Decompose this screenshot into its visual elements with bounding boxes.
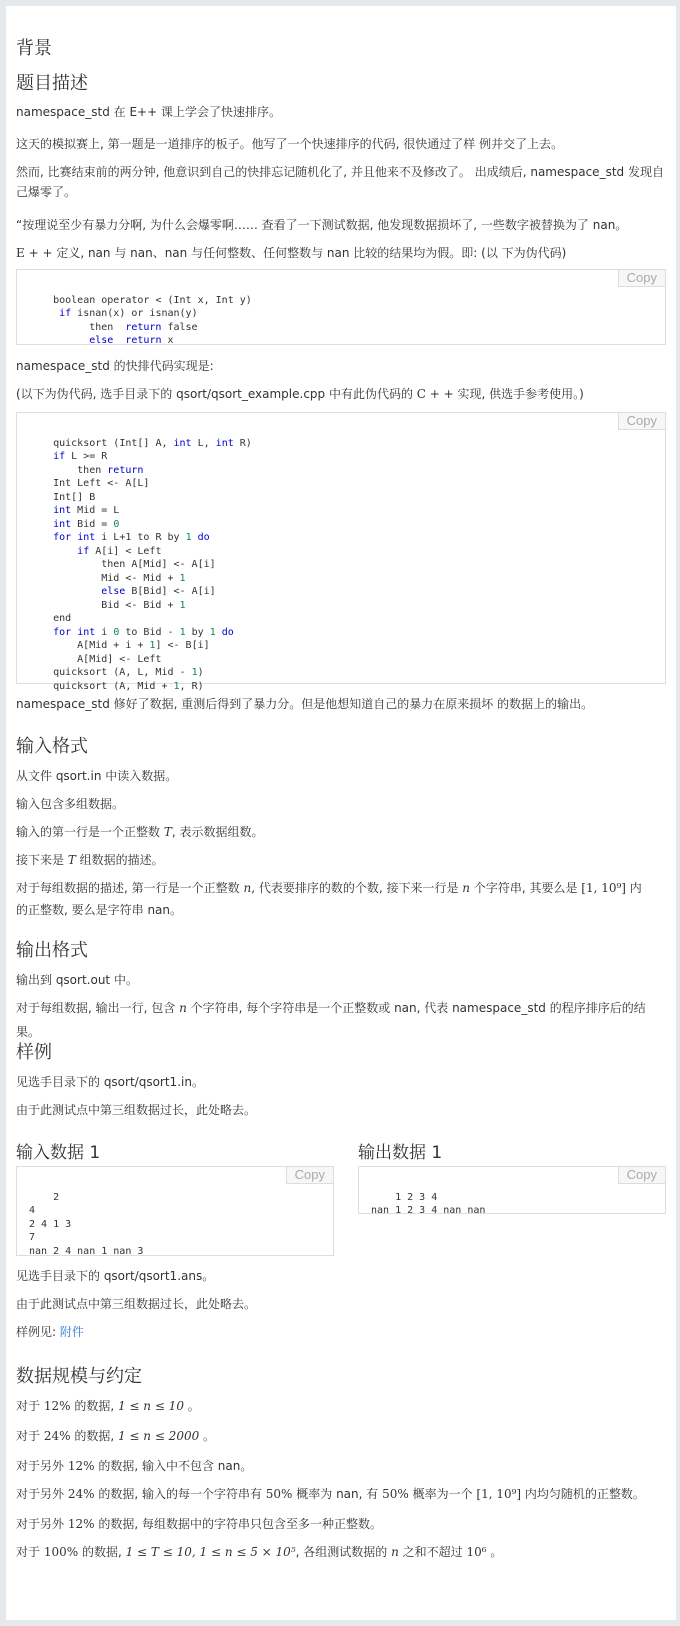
sample-output-title: 输出数据 1 [358, 1143, 443, 1163]
desc-paragraph-3a: 然而, 比赛结束前的两分钟, 他意识到自己的快排忘记随机化了, 并且他来不及修改了。 出成绩后, namespace_std 发现自 [16, 165, 664, 179]
sample-paragraph-1: 见选手目录下的 qsort/qsort1.in。 [16, 1075, 204, 1089]
section-background-title: 背景 [16, 38, 52, 59]
sample-input-line: 7 [29, 1232, 36, 1243]
sample-input-line: nan 2 4 nan 1 nan 3 [29, 1245, 144, 1257]
input-paragraph-4: 接下来是 T 组数据的描述。 [16, 853, 164, 867]
input-paragraph-3: 输入的第一行是一个正整数 T, 表示数据组数。 [16, 825, 264, 839]
output-paragraph-1: 输出到 qsort.out 中。 [16, 973, 138, 987]
sample-input-line: 2 [53, 1191, 60, 1203]
constraint-6: 对于 100% 的数据, 1 ≤ T ≤ 10, 1 ≤ n ≤ 5 × 10⁵, 各组测试数据的 n 之和不超过 10⁶ 。 [16, 1545, 503, 1559]
constraint-5: 对于另外 12% 的数据, 每组数据中的字符串只包含至多一种正整数。 [16, 1517, 382, 1531]
code-block-quicksort: Copy quicksort (Int[] A, int L, int R) if L >= R then return Int Left <- A[L] Int[] B int Mid = L int Bid = 0 for int i L+1 to R by 1 do if A[i] < Left then A[Mid] <- A[i] Mid <- Mid + 1 else B[Bid] <- A[i] Bid <- Bid + 1 end for int i 0 to Bid - 1 by 1 do A[Mid + i + 1] <- B[i] A[Mid] <- Left quicksort (A, L, Mid - 1) quicksort (A, Mid + 1, R) [16, 412, 666, 684]
desc-paragraph-8: namespace_std 修好了数据, 重测后得到了暴力分。但是他想知道自己的暴力在原来损坏 的数据上的输出。 [16, 697, 594, 711]
section-description-title: 题目描述 [16, 73, 88, 94]
section-constraints-title: 数据规模与约定 [16, 1366, 142, 1387]
sample-paragraph-4: 由于此测试点中第三组数据过长，此处略去。 [16, 1297, 257, 1311]
problem-card [6, 6, 676, 1620]
sample-paragraph-3: 见选手目录下的 qsort/qsort1.ans。 [16, 1269, 215, 1283]
math-epp: E + + [16, 246, 53, 260]
sample-paragraph-5: 样例见: 附件 [16, 1325, 84, 1339]
input-paragraph-2: 输入包含多组数据。 [16, 797, 125, 811]
sample-paragraph-2: 由于此测试点中第三组数据过长，此处略去。 [16, 1103, 257, 1117]
constraint-4: 对于另外 24% 的数据, 输入的每一个字符串有 50% 概率为 nan, 有 50% 概率为一个 [1, 10⁹] 内均匀随机的正整数。 [16, 1487, 645, 1501]
code-block-operator: Copy boolean operator < (Int x, Int y) if isnan(x) or isnan(y) then return false else return x [16, 269, 666, 345]
input-paragraph-1: 从文件 qsort.in 中读入数据。 [16, 769, 178, 783]
desc-paragraph-4: “按理说至少有暴力分啊, 为什么会爆零啊…… 查看了一下测试数据, 他发现数据损坏了, 一些数字被替换为了 nan。 [16, 218, 628, 232]
attachment-link[interactable]: 附件 [59, 1325, 84, 1339]
sample-input-line: 4 [29, 1205, 36, 1216]
section-output-title: 输出格式 [16, 940, 88, 961]
sample-input-box [16, 1166, 334, 1256]
sample-output-line: nan 1 2 3 4 nan nan [371, 1205, 486, 1216]
constraint-2: 对于 24% 的数据, 1 ≤ n ≤ 2000 。 [16, 1429, 216, 1443]
section-input-title: 输入格式 [16, 736, 88, 757]
sample-output-box [358, 1166, 666, 1214]
desc-paragraph-6: namespace_std 的快排代码实现是: [16, 359, 214, 373]
copy-button[interactable]: Copy [618, 413, 665, 430]
input-paragraph-5: 对于每组数据的描述, 第一行是一个正整数 n, 代表要排序的数的个数, 接下来一行是 n 个字符串, 其要么是 [1, 10⁹] 内 [16, 881, 642, 895]
desc-paragraph-2: 这天的模拟赛上, 第一题是一道排序的板子。他写了一个快速排序的代码, 很快通过了样 例并交了上去。 [16, 137, 564, 151]
sample-output-line: 1 2 3 4 [395, 1191, 438, 1203]
copy-button[interactable]: Copy [618, 1167, 665, 1184]
sample-input-line: 2 4 1 3 [29, 1218, 72, 1230]
constraint-1: 对于 12% 的数据, 1 ≤ n ≤ 10 。 [16, 1399, 200, 1413]
output-paragraph-2: 对于每组数据, 输出一行, 包含 n 个字符串, 每个字符串是一个正整数或 nan, 代表 namespace_std 的程序排序后的结果。 [16, 1001, 646, 1039]
copy-button[interactable]: Copy [618, 270, 665, 287]
section-sample-title: 样例 [16, 1042, 52, 1063]
copy-button[interactable]: Copy [286, 1167, 333, 1184]
desc-paragraph-3b: 己爆零了。 [16, 185, 77, 199]
sample-input-title: 输入数据 1 [16, 1143, 101, 1163]
desc-paragraph-7: (以下为伪代码, 选手目录下的 qsort/qsort_example.cpp 中有此伪代码的 C + + 实现, 供选手参考使用。) [16, 387, 584, 401]
constraint-3: 对于另外 12% 的数据, 输入中不包含 nan。 [16, 1459, 253, 1473]
desc-paragraph-1: namespace_std 在 E++ 课上学会了快速排序。 [16, 105, 281, 119]
desc-paragraph-5: E + + 定义, nan 与 nan、nan 与任何整数、任何整数与 nan 比较的结果均为假。即: (以 下为伪代码) [16, 246, 567, 260]
input-paragraph-5b: 的正整数, 要么是字符串 nan。 [16, 903, 183, 917]
